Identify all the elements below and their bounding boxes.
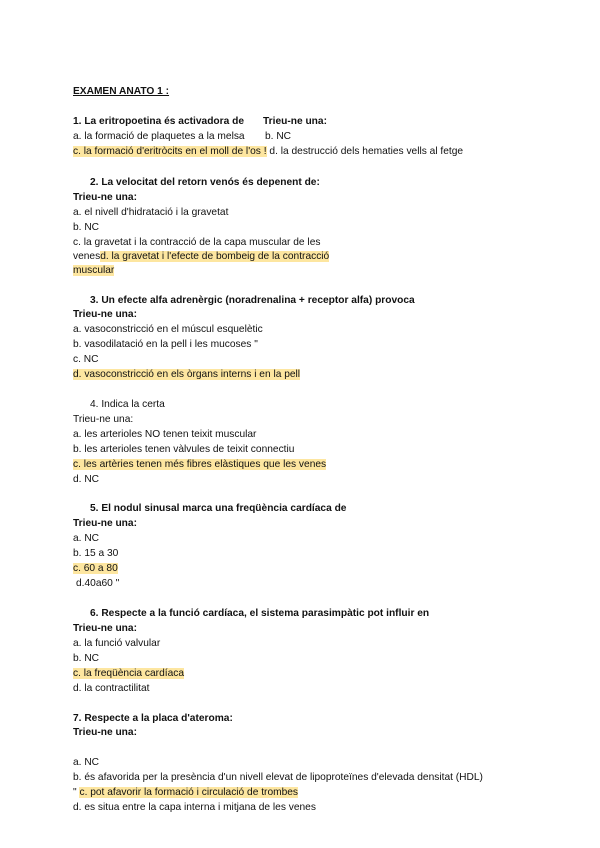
q6-line-c	[73, 668, 184, 680]
q6-option-a: a. la funció valvular	[73, 638, 161, 649]
q2-option-d-highlighted: d. la gravetat i l'efecte de bombeig de la contracció	[100, 251, 330, 262]
q6-option-d: d. la contractilitat	[73, 683, 150, 694]
q5-question: 5. El nodul sinusal marca una freqüència cardíaca de	[90, 503, 347, 514]
q3-option-d-highlighted: d. vasoconstricció en els òrgans interns i en la pell	[73, 369, 301, 380]
q6-question: 6. Respecte a la funció cardíaca, el sistema parasimpàtic pot influir en	[90, 608, 430, 619]
q4-line-c	[73, 459, 326, 471]
q7-option-c-highlighted: c. pot afavorir la formació i circulació de trombes	[79, 787, 299, 798]
q7-question: 7. Respecte a la placa d'ateroma:	[73, 713, 233, 724]
q3-question: 3. Un efecte alfa adrenèrgic (noradrenalina + receptor alfa) provoca	[90, 295, 415, 306]
q1-question: 1. La eritropoetina és activadora de	[73, 116, 244, 127]
q4-option-b: b. les arterioles tenen vàlvules de teixit connectiu	[73, 444, 295, 455]
q5-option-d: d.40a60 "	[76, 578, 120, 589]
q7-option-a: a. NC	[73, 757, 100, 768]
q2-prompt: Trieu-ne una:	[73, 192, 137, 203]
q1-option-d: d. la destrucció dels hematies vells al fetge	[269, 146, 464, 157]
q1-line-c-d	[73, 146, 463, 158]
q2-option-b: b. NC	[73, 222, 100, 233]
q4-prompt: Trieu-ne una:	[73, 414, 134, 425]
q4-option-c-highlighted: c. les artèries tenen més fibres elàstiques que les venes	[73, 459, 327, 470]
q2-option-c-cont: venes	[73, 251, 101, 262]
q2-question: 2. La velocitat del retorn venós és depenent de:	[90, 177, 320, 188]
q6-prompt: Trieu-ne una:	[73, 623, 137, 634]
q7-option-b: b. és afavorida per la presència d'un nivell elevat de lipoproteïnes d'elevada densitat (HDL)	[73, 772, 483, 783]
q2-option-c: c. la gravetat i la contracció de la capa muscular de les	[73, 237, 321, 248]
q4-option-d: d. NC	[73, 474, 100, 485]
q5-option-a: a. NC	[73, 533, 100, 544]
q7-prompt: Trieu-ne una:	[73, 727, 137, 738]
q7-option-c-prefix: "	[73, 787, 77, 798]
q3-line-d	[73, 369, 300, 381]
q1-prompt: Trieu-ne una:	[263, 116, 327, 127]
q6-option-c-highlighted: c. la freqüència cardíaca	[73, 668, 184, 679]
q2-line-d-cont	[73, 265, 114, 277]
q2-line-c-d	[73, 251, 329, 263]
q2-option-d-cont-highlighted: muscular	[73, 265, 115, 276]
q1-option-a: a. la formació de plaquetes a la melsa	[73, 131, 245, 142]
q1-option-c-highlighted: c. la formació d'eritròcits en el moll de l'os !	[73, 146, 267, 157]
q4-question: 4. Indica la certa	[90, 399, 165, 410]
q7-option-d: d. es situa entre la capa interna i mitjana de les venes	[73, 802, 316, 813]
q6-option-b: b. NC	[73, 653, 100, 664]
q3-option-b: b. vasodilatació en la pell i les mucoses "	[73, 339, 258, 350]
q5-option-c-highlighted: c. 60 a 80	[73, 563, 118, 574]
q5-line-c	[73, 563, 118, 575]
q3-prompt: Trieu-ne una:	[73, 309, 137, 320]
q5-option-b: b. 15 a 30	[73, 548, 119, 559]
q4-option-a: a. les arterioles NO tenen teixit muscular	[73, 429, 257, 440]
q5-prompt: Trieu-ne una:	[73, 518, 137, 529]
q1-option-b: b. NC	[265, 131, 292, 142]
q3-option-a: a. vasoconstricció en el múscul esquelètic	[73, 324, 263, 335]
q2-option-a: a. el nivell d'hidratació i la gravetat	[73, 207, 229, 218]
q7-line-c	[73, 787, 298, 799]
q3-option-c: c. NC	[73, 354, 99, 365]
exam-title: EXAMEN ANATO 1 :	[73, 86, 170, 97]
